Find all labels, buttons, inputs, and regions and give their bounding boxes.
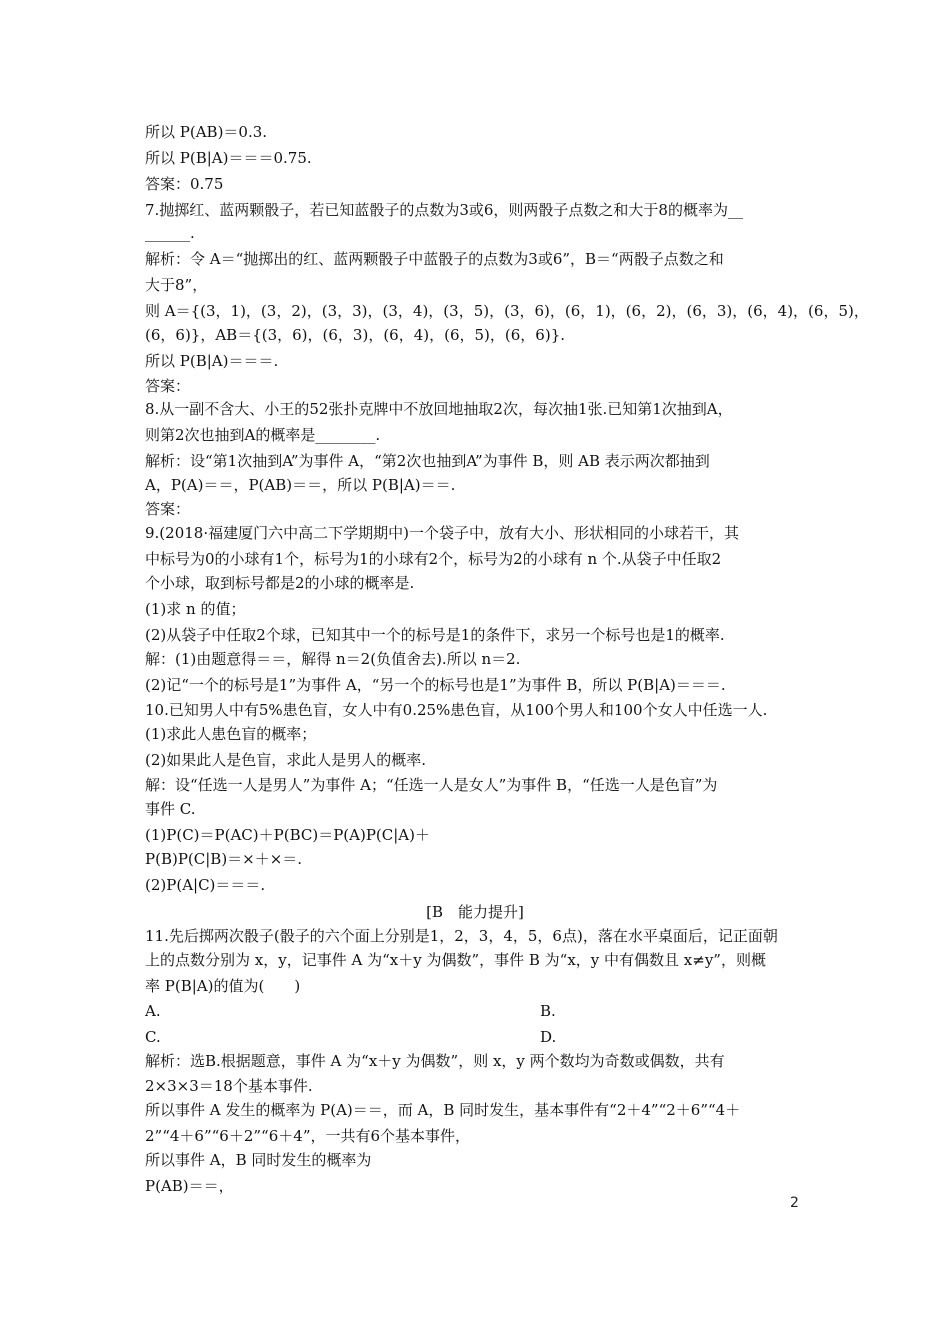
text-line: 2”“4＋6”“6＋2”“6＋4”，一共有6个基本事件， <box>145 1127 471 1145</box>
text-line: 所以 P(B|A)＝＝＝. <box>145 352 279 370</box>
text-line: 所以 P(AB)＝0.3. <box>145 123 268 141</box>
text-line: (2)P(A|C)＝＝＝. <box>145 876 266 894</box>
text-line: P(B)P(C|B)＝×＋×＝. <box>145 850 303 868</box>
question-7: 7.抛掷红、蓝两颗骰子，若已知蓝骰子的点数为3或6，则两骰子点数之和大于8的概率为__ <box>145 201 743 219</box>
text-line: (2)如果此人是色盲，求此人是男人的概率. <box>145 751 427 769</box>
solution-line: 解：设“任选一人是男人”为事件 A；“任选一人是女人”为事件 B，“任选一人是色盲”为 <box>145 776 718 794</box>
text-line: 个小球，取到标号都是2的小球的概率是. <box>145 574 415 592</box>
text-line: 2×3×3＝18个基本事件. <box>145 1077 313 1095</box>
text-line: A，P(A)＝＝，P(AB)＝＝，所以 P(B|A)＝＝. <box>145 476 456 494</box>
text-line: P(AB)＝＝， <box>145 1177 234 1195</box>
text-line: (2)记“一个的标号是1”为事件 A，“另一个的标号也是1”为事件 B，所以 P(B|A)＝＝＝. <box>145 676 726 694</box>
option-b: B. <box>540 1002 556 1020</box>
question-8: 8.从一副不含大、小王的52张扑克牌中不放回地抽取2次，每次抽1张.已知第1次抽到A， <box>145 400 733 418</box>
solution-line: 解：(1)由题意得＝＝，解得 n＝2(负值舍去).所以 n＝2. <box>145 650 521 668</box>
text-line: (1)P(C)＝P(AC)＋P(BC)＝P(A)P(C|A)＋ <box>145 826 430 844</box>
question-9: 9.(2018·福建厦门六中高二下学期期中)一个袋子中，放有大小、形状相同的小球若干，其 <box>145 524 739 542</box>
page-number: 2 <box>790 1195 799 1211</box>
text-line: 所以事件 A 发生的概率为 P(A)＝＝，而 A，B 同时发生，基本事件有“2＋4”“2＋6”“4＋ <box>145 1101 741 1119</box>
text-line: (2)从袋子中任取2个球，已知其中一个的标号是1的条件下，求另一个标号也是1的概率. <box>145 626 725 644</box>
answer-line: 答案： <box>145 500 191 518</box>
text-line: 上的点数分别为 x，y，记事件 A 为“x＋y 为偶数”，事件 B 为“x，y 中有偶数且 x≠y”，则概 <box>145 951 766 969</box>
text-line: 中标号为0的小球有1个，标号为1的小球有2个，标号为2的小球有 n 个.从袋子中任取2 <box>145 550 722 568</box>
question-10: 10.已知男人中有5%患色盲，女人中有0.25%患色盲，从100个男人和100个女人中任选一人. <box>145 701 768 719</box>
answer-line: 答案：0.75 <box>145 175 224 193</box>
solution-line: 解析：设“第1次抽到A”为事件 A，“第2次也抽到A”为事件 B，则 AB 表示两次都抽到 <box>145 452 710 470</box>
section-heading: [B 能力提升] <box>426 903 524 921</box>
text-line: 所以 P(B|A)＝＝＝0.75. <box>145 149 312 167</box>
text-line: 所以事件 A，B 同时发生的概率为 <box>145 1151 372 1169</box>
text-line: 大于8”， <box>145 276 208 294</box>
text-line: (1)求 n 的值； <box>145 600 246 618</box>
option-d: D. <box>540 1028 557 1046</box>
answer-line: 答案： <box>145 377 191 395</box>
option-c: C. <box>145 1028 161 1046</box>
solution-line: 解析：选B.根据题意，事件 A 为“x＋y 为偶数”，则 x，y 两个数均为奇数或偶数，共有 <box>145 1052 725 1070</box>
option-a: A. <box>145 1002 161 1020</box>
text-line: (1)求此人患色盲的概率； <box>145 725 317 743</box>
text-line: 事件 C. <box>145 800 196 818</box>
text-line: (6，6)}，AB＝{(3，6)，(6，3)，(6，4)，(6，5)，(6，6)}. <box>145 326 566 344</box>
text-line: 率 P(B|A)的值为( ) <box>145 977 301 995</box>
solution-line: 解析：令 A＝“抛掷出的红、蓝两颗骰子中蓝骰子的点数为3或6”，B＝“两骰子点数之和 <box>145 250 724 268</box>
text-line: 则 A＝{(3，1)，(3，2)，(3，3)，(3，4)，(3，5)，(3，6)，(6，1)，(6，2)，(6，3)，(6，4)，(6，5)， <box>145 302 869 320</box>
text-line: 则第2次也抽到A的概率是________. <box>145 426 381 444</box>
text-line: ______. <box>145 224 195 242</box>
question-11: 11.先后掷两次骰子(骰子的六个面上分别是1，2，3，4，5，6点)，落在水平桌面后，记正面朝 <box>145 927 778 945</box>
